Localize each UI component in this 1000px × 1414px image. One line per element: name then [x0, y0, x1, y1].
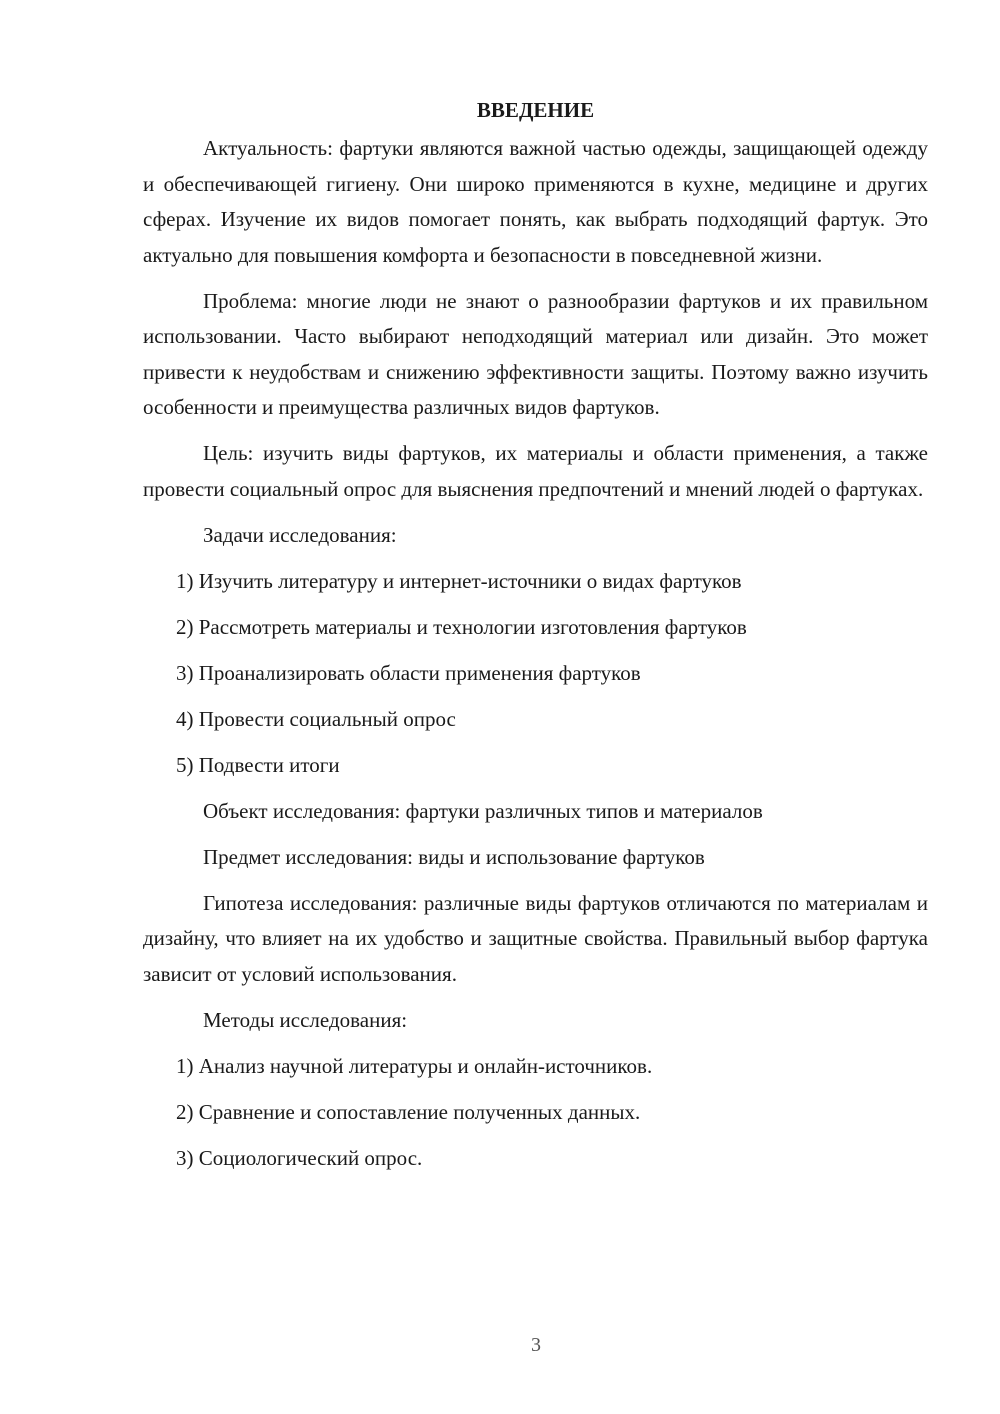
- goal-paragraph: Цель: изучить виды фартуков, их материалы и области применения, а также провести социальный опрос для выяснения предпочтений и мнений людей о фартуках.: [143, 441, 928, 501]
- list-item: 3) Социологический опрос.: [176, 1145, 423, 1170]
- list-item: 5) Подвести итоги: [176, 752, 340, 777]
- subject-paragraph: Предмет исследования: виды и использование фартуков: [203, 844, 705, 869]
- list-item: 1) Анализ научной литературы и онлайн-источников.: [176, 1053, 653, 1078]
- tasks-label: Задачи исследования:: [203, 522, 397, 547]
- object-paragraph: Объект исследования: фартуки различных типов и материалов: [203, 798, 763, 823]
- page-number: 3: [531, 1334, 541, 1356]
- methods-label: Методы исследования:: [203, 1007, 408, 1032]
- tasks-list: [143, 564, 928, 784]
- list-item: 1) Изучить литературу и интернет-источники о видах фартуков: [176, 568, 742, 593]
- list-item: 4) Провести социальный опрос: [176, 706, 456, 731]
- page-title: ВВЕДЕНИЕ: [476, 98, 595, 122]
- problem-paragraph: Проблема: многие люди не знают о разнообразии фартуков и их правильном использовании. Часто выбирают неподходящий материал или дизайн. Это может привести к неудобствам и снижению эффективности защиты. Поэтому важно изучить особенности и преимущества различных видов фартуков.: [143, 288, 928, 419]
- list-item: 3) Проанализировать области применения фартуков: [176, 660, 641, 685]
- document-page: [143, 92, 928, 1187]
- list-item: 2) Сравнение и сопоставление полученных данных.: [176, 1099, 641, 1124]
- relevance-paragraph: Актуальность: фартуки являются важной частью одежды, защищающей одежду и обеспечивающей гигиену. Они широко применяются в кухне, медицине и других сферах. Изучение их видов помогает понять, как выбрать подходящий фартук. Это актуально для повышения комфорта и безопасности в повседневной жизни.: [143, 136, 928, 267]
- methods-list: [143, 1049, 928, 1177]
- hypothesis-paragraph: Гипотеза исследования: различные виды фартуков отличаются по материалам и дизайну, что влияет на их удобство и защитные свойства. Правильный выбор фартука зависит от условий использования.: [143, 890, 928, 986]
- list-item: 2) Рассмотреть материалы и технологии изготовления фартуков: [176, 614, 747, 639]
